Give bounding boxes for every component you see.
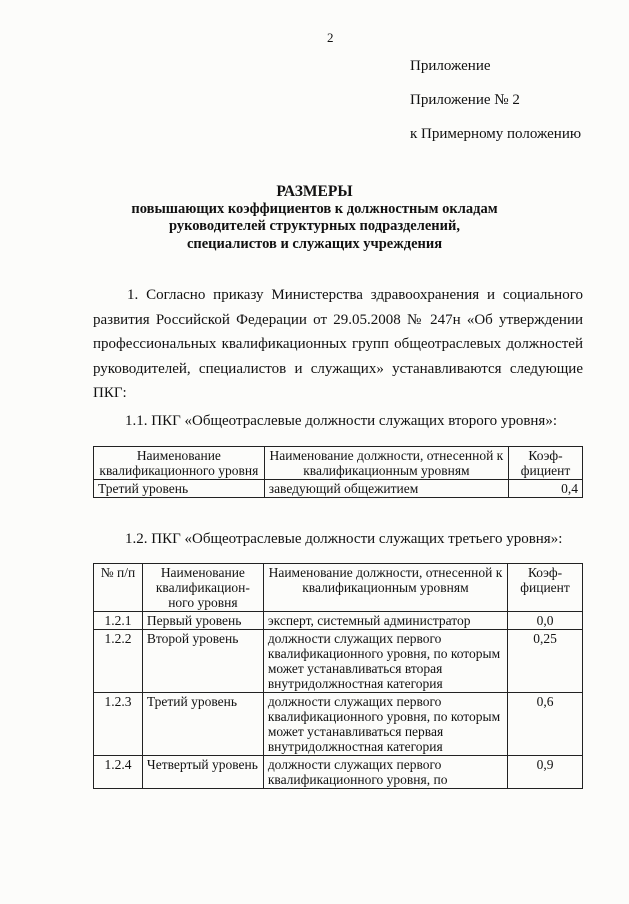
table-cell: Третий уровень — [94, 480, 265, 498]
annex-line-2: Приложение № 2 — [410, 92, 520, 108]
table-cell: заведующий общежитием — [264, 480, 508, 498]
table-cell: Второй уровень — [142, 630, 263, 693]
title-line-1: повышающих коэффициентов к должностным окладам — [131, 200, 498, 217]
table-2 — [93, 563, 583, 789]
document-title — [0, 183, 629, 253]
paragraph-1 — [93, 283, 583, 406]
table-2-header-cell: Наименование должности, отнесенной к квалификационным уровням — [263, 564, 507, 612]
table-cell: 1.2.3 — [94, 693, 143, 756]
table-cell: 0,0 — [508, 612, 583, 630]
paragraph-1-text: 1. Согласно приказу Министерства здравоохранения и социального развития Российской Федерации от 29.05.2008 № 247н «Об утверждении профессиональных квалификационных групп общеотраслевых должностей руководителей, специалистов и служащих» устанавливаются следующие ПКГ: — [93, 287, 583, 401]
annex-line-1: Приложение — [410, 58, 491, 74]
table-2-header-cell: Коэф-фициент — [508, 564, 583, 612]
table-cell: 1.2.4 — [94, 756, 143, 789]
annex-line-3: к Примерному положению — [410, 126, 582, 142]
table-cell: Третий уровень — [142, 693, 263, 756]
table-cell: Четвертый уровень — [142, 756, 263, 789]
table-cell: Первый уровень — [142, 612, 263, 630]
table-cell: 0,25 — [508, 630, 583, 693]
table-2-header-row — [94, 564, 583, 612]
table-2-header-cell: № п/п — [94, 564, 143, 612]
table-cell: 1.2.1 — [94, 612, 143, 630]
table-1 — [93, 446, 583, 498]
table-1-header-cell: Наименование квалификационного уровня — [94, 447, 265, 480]
page-number: 2 — [327, 30, 334, 45]
table-1-header-cell: Наименование должности, отнесенной к квалификационным уровням — [264, 447, 508, 480]
table-cell: 0,4 — [509, 480, 583, 498]
title-line-2: руководителей структурных подразделений, — [169, 218, 460, 234]
table-cell: эксперт, системный администратор — [263, 612, 507, 630]
title-line-3: специалистов и служащих учреждения — [186, 235, 443, 252]
table-1-header-cell: Коэф-фициент — [509, 447, 583, 480]
table-cell: 1.2.2 — [94, 630, 143, 693]
table-row — [94, 630, 583, 693]
table-row — [94, 612, 583, 630]
table-cell: 0,9 — [508, 756, 583, 789]
table-cell: должности служащих первого квалификационного уровня, по — [263, 756, 507, 789]
table-cell: должности служащих первого квалификационного уровня, по которым может устанавливаться вторая внутридолжностная категория — [263, 630, 507, 693]
section-1-2-heading: 1.2. ПКГ «Общеотраслевые должности служащих третьего уровня»: — [125, 531, 563, 547]
table-2-header-cell: Наименование квалификацион-ного уровня — [142, 564, 263, 612]
table-cell: должности служащих первого квалификационного уровня, по которым может устанавливаться первая внутридолжностная категория — [263, 693, 507, 756]
table-row — [94, 480, 583, 498]
table-cell: 0,6 — [508, 693, 583, 756]
table-1-header-row — [94, 447, 583, 480]
title-main: РАЗМЕРЫ — [276, 183, 353, 200]
table-row — [94, 693, 583, 756]
table-row — [94, 756, 583, 789]
section-1-1-heading: 1.1. ПКГ «Общеотраслевые должности служащих второго уровня»: — [125, 413, 557, 429]
